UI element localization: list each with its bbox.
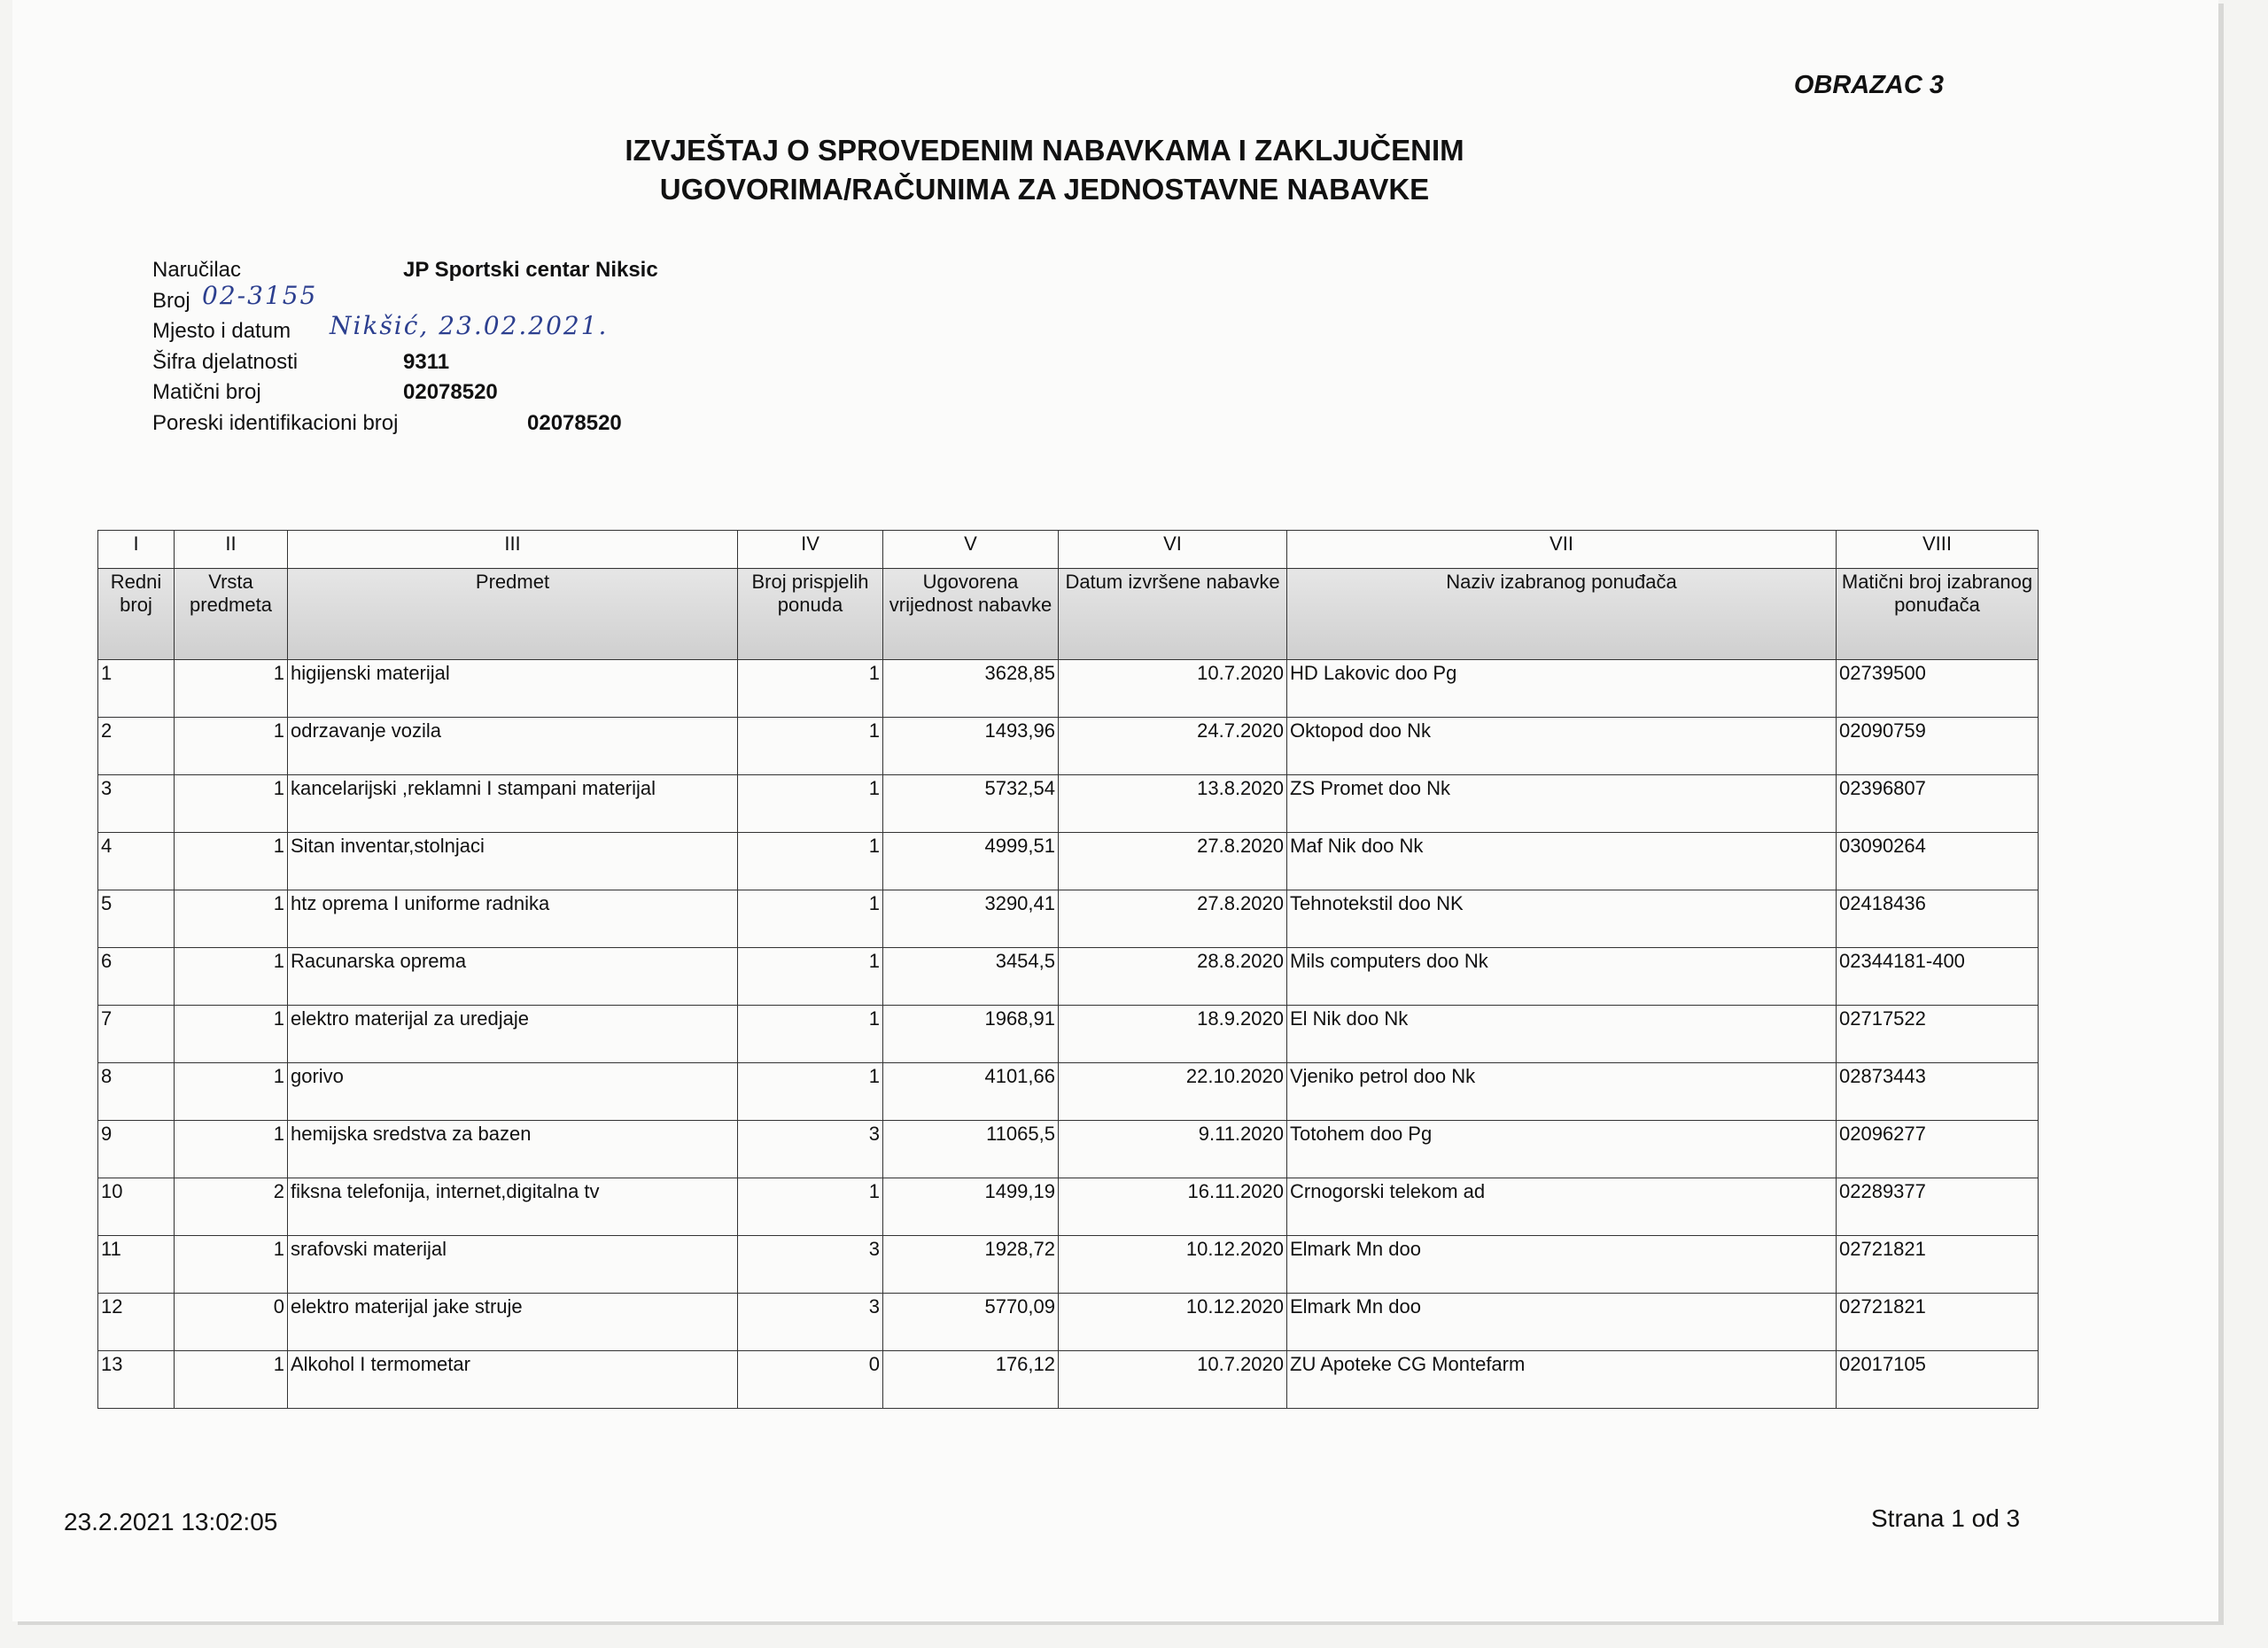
supplier-name-cell: Mils computers doo Nk	[1287, 948, 1837, 1006]
supplier-id-cell: 03090264	[1837, 833, 2039, 890]
offers-count-cell: 0	[738, 1351, 883, 1409]
subject-type-cell: 1	[175, 1351, 288, 1409]
roman-numeral-row	[98, 531, 2039, 569]
supplier-name-cell: ZU Apoteke CG Montefarm	[1287, 1351, 1837, 1409]
procurement-date-cell: 27.8.2020	[1059, 890, 1287, 948]
supplier-name-cell: HD Lakovic doo Pg	[1287, 660, 1837, 718]
offers-count-cell: 3	[738, 1294, 883, 1351]
supplier-id-cell: 02017105	[1837, 1351, 2039, 1409]
row-number-cell: 13	[98, 1351, 175, 1409]
roman-numeral-cell: II	[175, 531, 288, 569]
narucilac-label: Naručilac	[152, 258, 242, 282]
offers-count-cell: 1	[738, 1006, 883, 1063]
row-number-cell: 11	[98, 1236, 175, 1294]
maticni-value: 02078520	[403, 380, 498, 404]
supplier-id-cell: 02090759	[1837, 718, 2039, 775]
procurement-date-cell: 27.8.2020	[1059, 833, 1287, 890]
procurement-date-cell: 10.7.2020	[1059, 660, 1287, 718]
supplier-id-cell: 02096277	[1837, 1121, 2039, 1178]
procurement-date-cell: 10.12.2020	[1059, 1236, 1287, 1294]
contract-value-cell: 4101,66	[883, 1063, 1059, 1121]
offers-count-cell: 1	[738, 1063, 883, 1121]
table-row	[98, 948, 2039, 1006]
procurement-date-cell: 24.7.2020	[1059, 718, 1287, 775]
contract-value-cell: 1493,96	[883, 718, 1059, 775]
table-row	[98, 660, 2039, 718]
supplier-id-cell: 02418436	[1837, 890, 2039, 948]
broj-handwritten: 02-3155	[202, 280, 318, 310]
roman-numeral-cell: V	[883, 531, 1059, 569]
title-line-1: IZVJEŠTAJ O SPROVEDENIM NABAVKAMA I ZAKLJUČENIM	[625, 134, 1464, 167]
row-number-cell: 2	[98, 718, 175, 775]
roman-numeral-cell: I	[98, 531, 175, 569]
procurement-date-cell: 9.11.2020	[1059, 1121, 1287, 1178]
subject-type-cell: 1	[175, 1006, 288, 1063]
sifra-label: Šifra djelatnosti	[152, 349, 299, 374]
contract-value-cell: 3290,41	[883, 890, 1059, 948]
procurement-table	[97, 530, 2039, 1409]
table-row	[98, 1351, 2039, 1409]
offers-count-cell: 1	[738, 833, 883, 890]
supplier-id-cell: 02344181-400	[1837, 948, 2039, 1006]
supplier-id-cell: 02873443	[1837, 1063, 2039, 1121]
subject-cell: kancelarijski ,reklamni I stampani materijal	[288, 775, 738, 833]
subject-cell: higijenski materijal	[288, 660, 738, 718]
maticni-label: Matični broj	[152, 380, 261, 404]
supplier-name-cell: Tehnotekstil doo NK	[1287, 890, 1837, 948]
subject-cell: fiksna telefonija, internet,digitalna tv	[288, 1178, 738, 1236]
roman-numeral-cell: VIII	[1837, 531, 2039, 569]
row-number-cell: 12	[98, 1294, 175, 1351]
supplier-id-cell: 02721821	[1837, 1236, 2039, 1294]
subject-type-cell: 1	[175, 718, 288, 775]
roman-numeral-cell: VII	[1287, 531, 1837, 569]
subject-type-cell: 1	[175, 660, 288, 718]
table-row	[98, 1294, 2039, 1351]
page-indicator: Strana 1 od 3	[1871, 1504, 2021, 1532]
mjesto-handwritten: Nikšić, 23.02.2021.	[330, 311, 609, 340]
subject-cell: elektro materijal jake struje	[288, 1294, 738, 1351]
column-header: Vrsta predmeta	[175, 569, 288, 660]
poreski-label: Poreski identifikacioni broj	[152, 410, 399, 435]
row-number-cell: 4	[98, 833, 175, 890]
table-row	[98, 890, 2039, 948]
document-sheet	[12, 0, 2218, 1621]
column-header: Predmet	[288, 569, 738, 660]
broj-label: Broj	[152, 288, 190, 313]
row-number-cell: 6	[98, 948, 175, 1006]
contract-value-cell: 11065,5	[883, 1121, 1059, 1178]
supplier-id-cell: 02396807	[1837, 775, 2039, 833]
supplier-id-cell: 02289377	[1837, 1178, 2039, 1236]
procurement-date-cell: 10.12.2020	[1059, 1294, 1287, 1351]
offers-count-cell: 1	[738, 1178, 883, 1236]
row-number-cell: 10	[98, 1178, 175, 1236]
column-header: Broj prispjelih ponuda	[738, 569, 883, 660]
offers-count-cell: 3	[738, 1121, 883, 1178]
supplier-name-cell: Totohem doo Pg	[1287, 1121, 1837, 1178]
procurement-date-cell: 22.10.2020	[1059, 1063, 1287, 1121]
subject-type-cell: 1	[175, 1063, 288, 1121]
subject-cell: htz oprema I uniforme radnika	[288, 890, 738, 948]
contract-value-cell: 1928,72	[883, 1236, 1059, 1294]
subject-cell: Alkohol I termometar	[288, 1351, 738, 1409]
subject-cell: Sitan inventar,stolnjaci	[288, 833, 738, 890]
subject-type-cell: 1	[175, 1121, 288, 1178]
subject-type-cell: 1	[175, 948, 288, 1006]
row-number-cell: 8	[98, 1063, 175, 1121]
table-row	[98, 775, 2039, 833]
subject-cell: gorivo	[288, 1063, 738, 1121]
subject-cell: odrzavanje vozila	[288, 718, 738, 775]
supplier-name-cell: Elmark Mn doo	[1287, 1236, 1837, 1294]
table-row	[98, 1121, 2039, 1178]
procurement-date-cell: 28.8.2020	[1059, 948, 1287, 1006]
column-header: Datum izvršene nabavke	[1059, 569, 1287, 660]
table-row	[98, 1178, 2039, 1236]
roman-numeral-cell: III	[288, 531, 738, 569]
row-number-cell: 5	[98, 890, 175, 948]
subject-cell: hemijska sredstva za bazen	[288, 1121, 738, 1178]
subject-cell: Racunarska oprema	[288, 948, 738, 1006]
poreski-value: 02078520	[527, 410, 622, 435]
narucilac-value: JP Sportski centar Niksic	[403, 258, 658, 282]
table-row	[98, 1063, 2039, 1121]
roman-numeral-cell: VI	[1059, 531, 1287, 569]
table-row	[98, 1236, 2039, 1294]
row-number-cell: 9	[98, 1121, 175, 1178]
contract-value-cell: 5770,09	[883, 1294, 1059, 1351]
column-header-row	[98, 569, 2039, 660]
supplier-name-cell: Crnogorski telekom ad	[1287, 1178, 1837, 1236]
offers-count-cell: 3	[738, 1236, 883, 1294]
column-header: Naziv izabranog ponuđača	[1287, 569, 1837, 660]
print-timestamp: 23.2.2021 13:02:05	[64, 1508, 278, 1535]
table-body	[98, 660, 2039, 1409]
contract-value-cell: 4999,51	[883, 833, 1059, 890]
supplier-id-cell: 02739500	[1837, 660, 2039, 718]
procurement-date-cell: 10.7.2020	[1059, 1351, 1287, 1409]
contract-value-cell: 3628,85	[883, 660, 1059, 718]
contract-value-cell: 176,12	[883, 1351, 1059, 1409]
supplier-id-cell: 02717522	[1837, 1006, 2039, 1063]
column-header: Ugovorena vrijednost nabavke	[883, 569, 1059, 660]
supplier-name-cell: ZS Promet doo Nk	[1287, 775, 1837, 833]
subject-type-cell: 1	[175, 1236, 288, 1294]
contract-value-cell: 3454,5	[883, 948, 1059, 1006]
supplier-name-cell: El Nik doo Nk	[1287, 1006, 1837, 1063]
offers-count-cell: 1	[738, 948, 883, 1006]
contract-value-cell: 5732,54	[883, 775, 1059, 833]
column-header: Matični broj izabranog ponuđača	[1837, 569, 2039, 660]
subject-type-cell: 0	[175, 1294, 288, 1351]
table-row	[98, 1006, 2039, 1063]
subject-cell: srafovski materijal	[288, 1236, 738, 1294]
supplier-name-cell: Maf Nik doo Nk	[1287, 833, 1837, 890]
offers-count-cell: 1	[738, 775, 883, 833]
table-row	[98, 833, 2039, 890]
procurement-date-cell: 16.11.2020	[1059, 1178, 1287, 1236]
subject-type-cell: 2	[175, 1178, 288, 1236]
procurement-date-cell: 18.9.2020	[1059, 1006, 1287, 1063]
sifra-value: 9311	[403, 349, 450, 374]
offers-count-cell: 1	[738, 718, 883, 775]
procurement-date-cell: 13.8.2020	[1059, 775, 1287, 833]
contract-value-cell: 1499,19	[883, 1178, 1059, 1236]
document-title	[12, 131, 2077, 209]
offers-count-cell: 1	[738, 890, 883, 948]
roman-numeral-cell: IV	[738, 531, 883, 569]
mjesto-label: Mjesto i datum	[152, 319, 291, 343]
supplier-id-cell: 02721821	[1837, 1294, 2039, 1351]
supplier-name-cell: Elmark Mn doo	[1287, 1294, 1837, 1351]
subject-type-cell: 1	[175, 833, 288, 890]
contract-value-cell: 1968,91	[883, 1006, 1059, 1063]
title-line-2: UGOVORIMA/RAČUNIMA ZA JEDNOSTAVNE NABAVKE	[659, 173, 1430, 206]
row-number-cell: 7	[98, 1006, 175, 1063]
subject-type-cell: 1	[175, 775, 288, 833]
supplier-name-cell: Vjeniko petrol doo Nk	[1287, 1063, 1837, 1121]
row-number-cell: 3	[98, 775, 175, 833]
offers-count-cell: 1	[738, 660, 883, 718]
form-label: OBRAZAC 3	[1793, 71, 1944, 99]
subject-cell: elektro materijal za uredjaje	[288, 1006, 738, 1063]
subject-type-cell: 1	[175, 890, 288, 948]
row-number-cell: 1	[98, 660, 175, 718]
supplier-name-cell: Oktopod doo Nk	[1287, 718, 1837, 775]
column-header: Redni broj	[98, 569, 175, 660]
table-row	[98, 718, 2039, 775]
